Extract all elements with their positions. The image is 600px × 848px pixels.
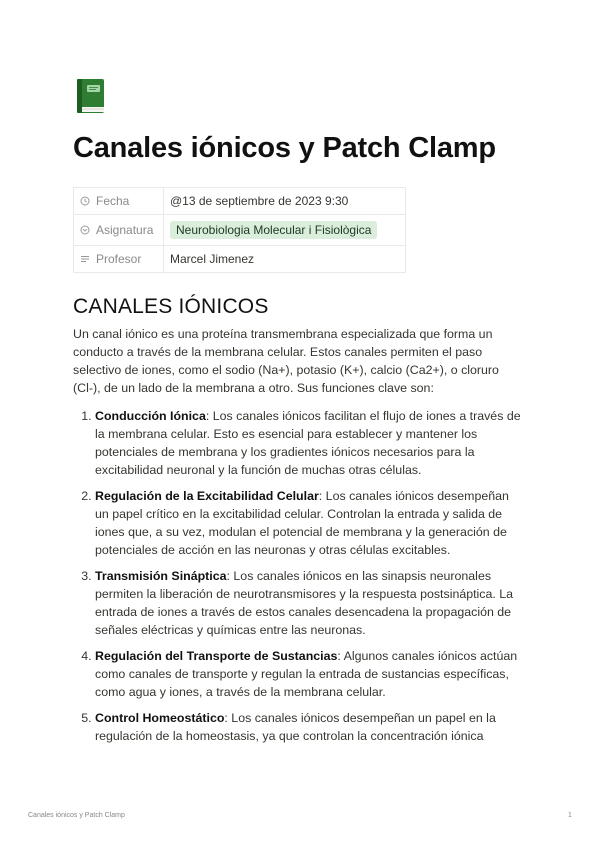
list-item-text: : Los canales iónicos facilitan el flujo de iones a través de la membrana celular. Esto es esencial para establecer y mantener los potenciales de membrana y los gradientes iónicos necesarios para la excitabilidad neuronal y la función de muchas otras células. (95, 409, 521, 477)
document-page (73, 76, 523, 753)
list-item (95, 567, 523, 639)
list-item (95, 647, 523, 701)
list-item (95, 487, 523, 559)
select-icon (80, 225, 90, 235)
property-key: Asignatura (96, 223, 154, 237)
list-item-text: : Algunos canales iónicos actúan como canales de transporte y regulan la entrada de sustancias específicas, como agua y iones, a través de la membrana celular. (95, 649, 518, 699)
property-key: Profesor (96, 252, 142, 266)
footer-page-number: 1 (568, 812, 572, 819)
footer-title: Canales iónicos y Patch Clamp (28, 812, 125, 819)
list-item-term: Conducción Iónica (95, 409, 206, 423)
list-item (95, 709, 523, 745)
date-value[interactable]: @13 de septiembre de 2023 9:30 (164, 188, 406, 215)
list-item-term: Control Homeostático (95, 711, 225, 725)
property-key: Fecha (96, 194, 130, 208)
list-item (95, 407, 523, 479)
section-heading: CANALES IÓNICOS (73, 295, 269, 318)
list-item-term: Regulación del Transporte de Sustancias (95, 649, 338, 663)
list-item-text: : Los canales iónicos en las sinapsis neuronales permiten la liberación de neurotransmisores y la respuesta postsináptica. La entrada de iones a través de estos canales desencadena la propagación de señales eléctricas y químicas entre las neuronas. (95, 569, 514, 637)
functions-list (73, 407, 523, 745)
list-item-text: : Los canales iónicos desempeñan un papel crítico en la excitabilidad celular. Controlan la entrada y salida de iones que, a su vez, modulan el potencial de membrana y la generación de potenciales de acción en las neuronas y otras células excitables. (95, 489, 509, 557)
list-item-text: : Los canales iónicos desempeñan un papel en la regulación de la homeostasis, ya que controlan la concentración iónica (95, 711, 496, 743)
property-row-fecha (74, 188, 406, 215)
property-row-profesor (74, 246, 406, 273)
property-row-asignatura (74, 215, 406, 246)
professor-value[interactable]: Marcel Jimenez (164, 246, 406, 273)
clock-icon (80, 196, 90, 206)
green-book-icon (73, 76, 109, 116)
intro-paragraph: Un canal iónico es una proteína transmembrana especializada que forma un conducto a través de la membrana celular. Estos canales permiten el paso selectivo de iones, como el sodio (Na+), potasio (K+), calcio (Ca2+), o cloruro (Cl-), de un lado de la membrana a otro. Sus funciones clave son: (73, 327, 499, 395)
list-item-term: Transmisión Sináptica (95, 569, 227, 583)
subject-tag[interactable]: Neurobiologia Molecular i Fisiològica (170, 221, 377, 239)
properties-table (73, 187, 406, 273)
list-item-term: Regulación de la Excitabilidad Celular (95, 489, 319, 503)
text-lines-icon (80, 254, 90, 264)
page-title: Canales iónicos y Patch Clamp (73, 132, 496, 164)
